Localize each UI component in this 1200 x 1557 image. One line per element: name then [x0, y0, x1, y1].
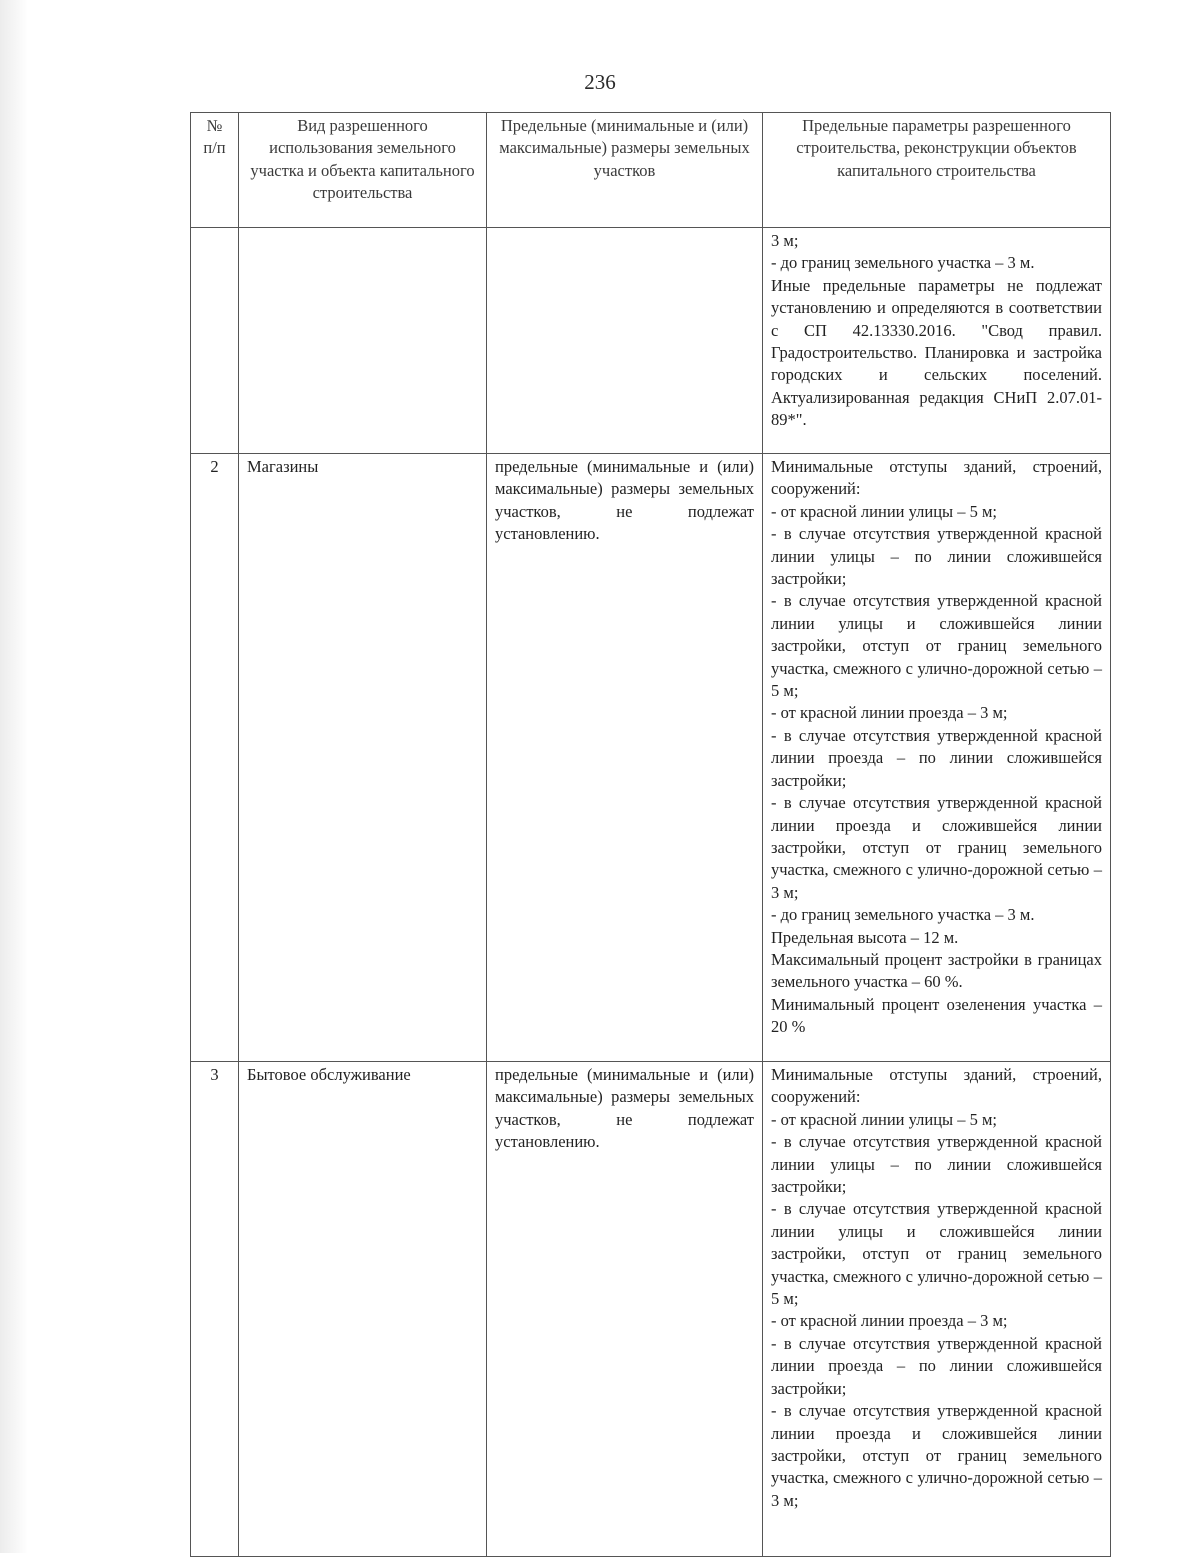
- row-plot-sizes: предельные (минимальные и (или) максимальные) размеры земельных участков, не подлежат установлению.: [487, 1062, 763, 1557]
- row-num: 2: [191, 454, 239, 1062]
- row-plot-sizes: [487, 228, 763, 454]
- row-use-type: Магазины: [239, 454, 487, 1062]
- regulations-table: [190, 112, 1111, 1557]
- row-params: [763, 454, 1111, 1062]
- header-num: № п/п: [191, 113, 239, 228]
- param-line: 3 м;: [771, 231, 799, 250]
- table-row: [191, 1062, 1111, 1557]
- table-row: [191, 228, 1111, 454]
- header-plot-sizes: Предельные (минимальные и (или) максимальные) размеры земельных участков: [487, 113, 763, 228]
- row-use-type: Бытовое обслуживание: [239, 1062, 487, 1557]
- param-line: - в случае отсутствия утвержденной красной линии проезда и сложившейся линии застройки, отступ от границ земельного участка, смежного с улично-дорожной сетью – 3 м;: [771, 793, 1102, 902]
- param-line: - в случае отсутствия утвержденной красной линии проезда – по линии сложившейся застройки;: [771, 1333, 1102, 1398]
- param-line: Максимальный процент застройки в границах земельного участка – 60 %.: [771, 949, 1102, 992]
- table-header-row: [191, 113, 1111, 228]
- param-line: Минимальные отступы зданий, строений, сооружений:: [771, 1065, 1102, 1107]
- row-params: [763, 228, 1111, 454]
- row-num: [191, 228, 239, 454]
- param-line: - от красной линии проезда – 3 м;: [771, 703, 1008, 723]
- param-line: - от красной линии проезда – 3 м;: [771, 1311, 1008, 1331]
- param-line: Иные предельные параметры не подлежат установлению и определяются в соответствии с СП 42.13330.2016. "Свод правил. Градостроительство. Планировка и застройка городских и сельских поселений. Актуализированная редакция СНиП 2.07.01-89*".: [771, 275, 1102, 430]
- param-line: - от красной линии улицы – 5 м;: [771, 1109, 998, 1129]
- header-params: Предельные параметры разрешенного строительства, реконструкции объектов капитального строительства: [763, 113, 1111, 228]
- param-line: - в случае отсутствия утвержденной красной линии проезда и сложившейся линии застройки, отступ от границ земельного участка, смежного с улично-дорожной сетью – 3 м;: [771, 1401, 1102, 1510]
- table-row: [191, 454, 1111, 1062]
- param-line: - в случае отсутствия утвержденной красной линии улицы – по линии сложившейся застройки;: [771, 1132, 1102, 1197]
- row-num: 3: [191, 1062, 239, 1557]
- row-params: [763, 1062, 1111, 1557]
- row-plot-sizes: предельные (минимальные и (или) максимальные) размеры земельных участков, не подлежат установлению.: [487, 454, 763, 1062]
- scan-edge-shadow: [0, 0, 28, 1553]
- param-line: - от красной линии улицы – 5 м;: [771, 501, 998, 521]
- page-number: 236: [584, 70, 616, 94]
- param-line: - в случае отсутствия утвержденной красной линии проезда – по линии сложившейся застройки;: [771, 725, 1102, 790]
- param-line: - в случае отсутствия утвержденной красной линии улицы и сложившейся линии застройки, отступ от границ земельного участка, смежного с улично-дорожной сетью – 5 м;: [771, 591, 1102, 701]
- param-line: Минимальные отступы зданий, строений, сооружений:: [771, 457, 1102, 499]
- row-use-type: [239, 228, 487, 454]
- param-line: - в случае отсутствия утвержденной красной линии улицы и сложившейся линии застройки, отступ от границ земельного участка, смежного с улично-дорожной сетью – 5 м;: [771, 1199, 1102, 1309]
- param-line: - в случае отсутствия утвержденной красной линии улицы – по линии сложившейся застройки;: [771, 524, 1102, 589]
- header-use-type: Вид разрешенного использования земельного участка и объекта капитального строительства: [239, 113, 487, 228]
- param-line: Предельная высота – 12 м.: [771, 927, 959, 947]
- param-line: - до границ земельного участка – 3 м.: [771, 253, 1035, 273]
- param-line: Минимальный процент озеленения участка – 20 %: [771, 994, 1102, 1037]
- param-line: - до границ земельного участка – 3 м.: [771, 905, 1035, 925]
